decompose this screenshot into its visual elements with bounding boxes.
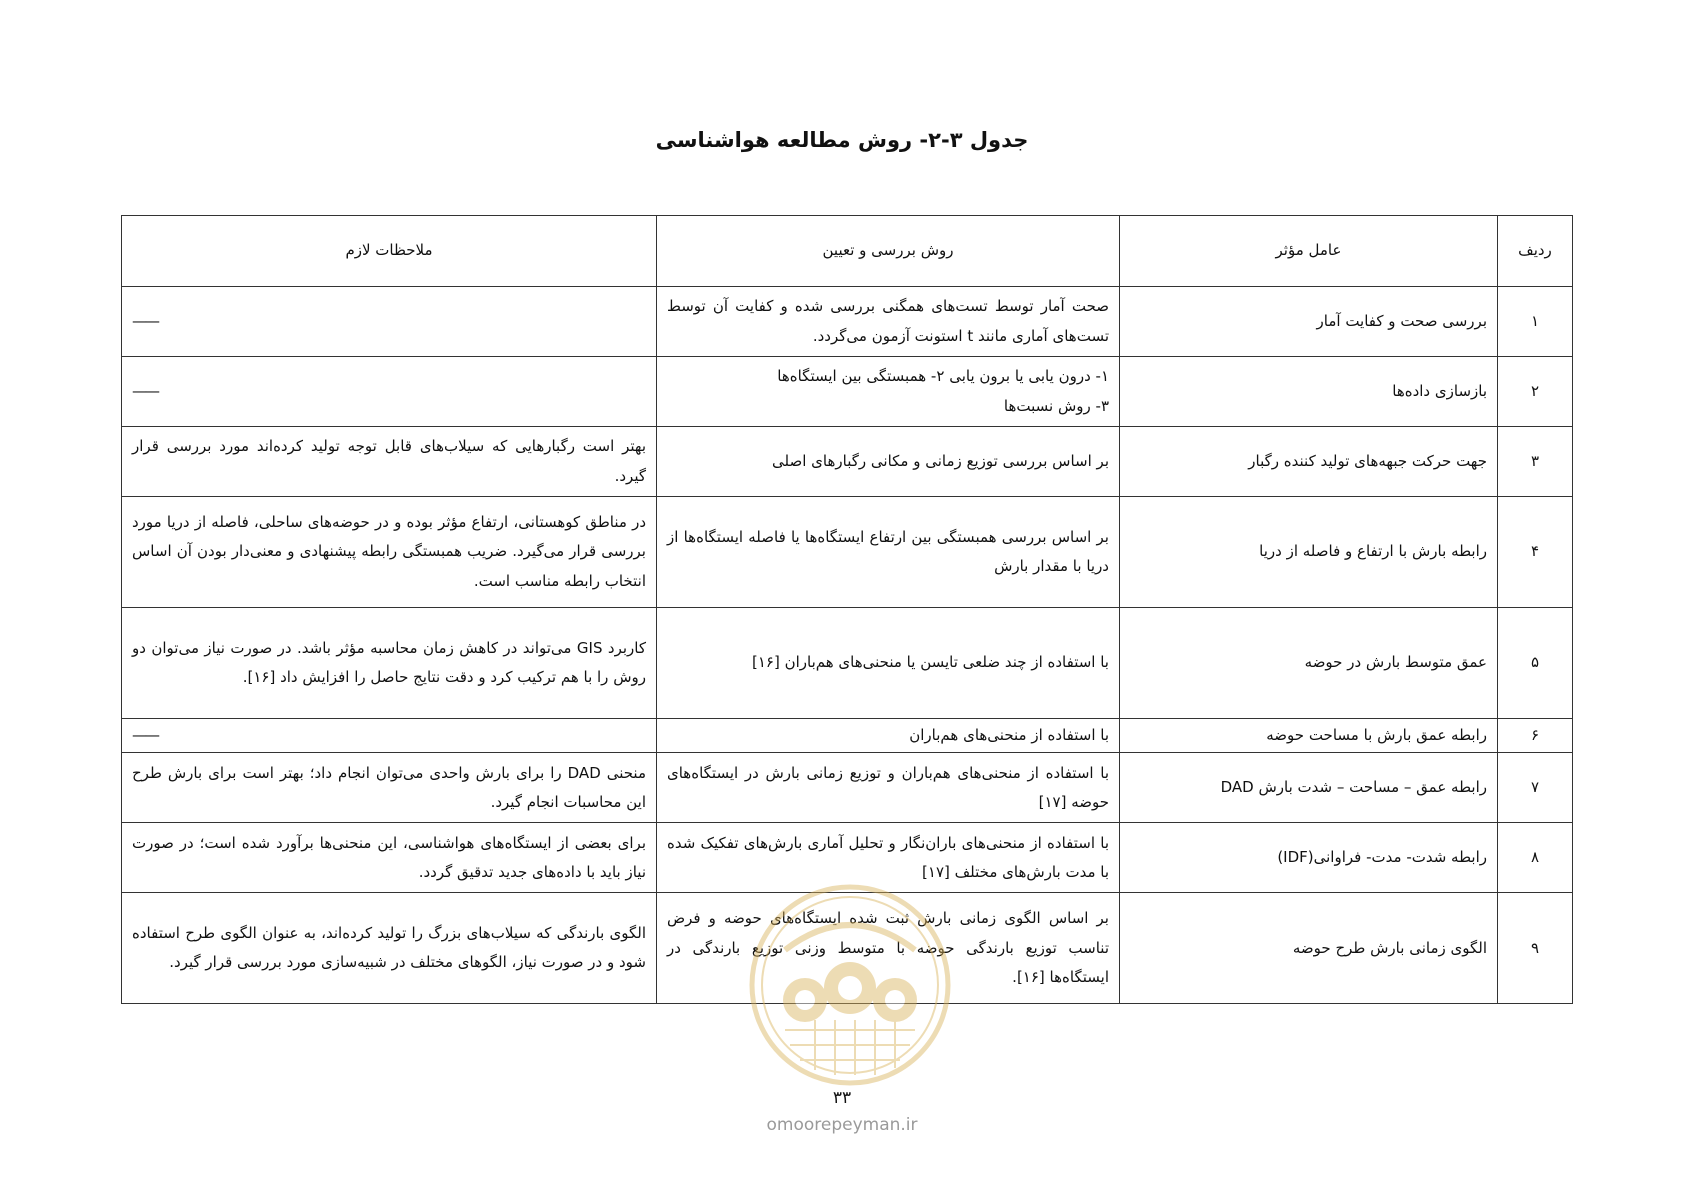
row-notes: بهتر است رگبارهایی که سیلاب‌های قابل توجه تولید کرده‌اند مورد بررسی قرار گیرد. [122,427,657,497]
row-index: ۱ [1498,287,1573,357]
row-factor: رابطه عمق بارش با مساحت حوضه [1120,719,1498,753]
row-index: ۳ [1498,427,1573,497]
table-row [122,893,1573,1004]
table-row [122,719,1573,753]
header-method: روش بررسی و تعیین [657,216,1120,287]
row-factor: رابطه عمق – مساحت – شدت بارش DAD [1120,753,1498,823]
empty-dash: —— [132,381,158,400]
row-index: ۶ [1498,719,1573,753]
row-notes: کاربرد GIS می‌تواند در کاهش زمان محاسبه مؤثر باشد. در صورت نیاز می‌توان دو روش را با هم ترکیب کرد و دقت نتایج حاصل را افزایش داد [۱۶]. [122,608,657,719]
row-notes [122,357,657,427]
row-factor: جهت حرکت جبهه‌های تولید کننده رگبار [1120,427,1498,497]
row-factor: رابطه شدت- مدت- فراوانی(IDF) [1120,823,1498,893]
row-notes: منحنی DAD را برای بارش واحدی می‌توان انجام داد؛ بهتر است برای بارش طرح این محاسبات انجام گیرد. [122,753,657,823]
row-method [657,357,1120,427]
header-index: ردیف [1498,216,1573,287]
watermark-site-text: omoorepeyman.ir [766,1115,918,1135]
empty-dash: —— [132,311,158,330]
row-method: با استفاده از منحنی‌های هم‌باران و توزیع زمانی بارش در ایستگاه‌های حوضه [۱۷] [657,753,1120,823]
row-method: بر اساس بررسی همبستگی بین ارتفاع ایستگاه‌ها یا فاصله ایستگاه‌ها از دریا با مقدار بارش [657,497,1120,608]
row-notes: الگوی بارندگی که سیلاب‌های بزرگ را تولید کرده‌اند، به عنوان الگوی طرح استفاده شود و در صورت نیاز، الگوهای مختلف در شبیه‌سازی مورد بررسی قرار گیرد. [122,893,657,1004]
table-header-row [122,216,1573,287]
row-method: با استفاده از منحنی‌های باران‌نگار و تحلیل آماری بارش‌های تفکیک شده با مدت بارش‌های مختلف [۱۷] [657,823,1120,893]
row-factor: بازسازی داده‌ها [1120,357,1498,427]
table-row [122,823,1573,893]
row-factor: عمق متوسط بارش در حوضه [1120,608,1498,719]
row-notes: در مناطق کوهستانی، ارتفاع مؤثر بوده و در حوضه‌های ساحلی، فاصله از دریا مورد بررسی قرار می‌گیرد. ضریب همبستگی رابطه پیشنهادی و معنی‌دار بودن آن اساس انتخاب رابطه مناسب است. [122,497,657,608]
row-method: با استفاده از منحنی‌های هم‌باران [657,719,1120,753]
row-factor: الگوی زمانی بارش طرح حوضه [1120,893,1498,1004]
row-method: با استفاده از چند ضلعی تایسن یا منحنی‌های هم‌باران [۱۶] [657,608,1120,719]
row-method: بر اساس بررسی توزیع زمانی و مکانی رگبارهای اصلی [657,427,1120,497]
meteorology-method-table [121,215,1573,1004]
table-row [122,753,1573,823]
row-index: ۴ [1498,497,1573,608]
row-method: صحت آمار توسط تست‌های همگنی بررسی شده و کفایت آن توسط تست‌های آماری مانند t استونت آزمون می‌گردد. [657,287,1120,357]
table-title: جدول ۳-۲- روش مطالعه هواشناسی [655,128,1029,152]
row-index: ۵ [1498,608,1573,719]
row-notes: برای بعضی از ایستگاه‌های هواشناسی، این منحنی‌ها برآورد شده است؛ در صورت نیاز باید با داده‌های جدید تدقیق گردد. [122,823,657,893]
row-factor: بررسی صحت و کفایت آمار [1120,287,1498,357]
table-row [122,427,1573,497]
table-row [122,608,1573,719]
row-index: ۸ [1498,823,1573,893]
row-index: ۲ [1498,357,1573,427]
header-factor: عامل مؤثر [1120,216,1498,287]
row-index: ۹ [1498,893,1573,1004]
table-row [122,287,1573,357]
empty-dash: —— [132,726,158,744]
method-line-1: ۱- درون یابی یا برون یابی ۲- همبستگی بین ایستگاه‌ها [777,367,1109,386]
header-notes: ملاحظات لازم [122,216,657,287]
table-row [122,357,1573,427]
row-factor: رابطه بارش با ارتفاع و فاصله از دریا [1120,497,1498,608]
table-row [122,497,1573,608]
row-notes [122,287,657,357]
row-notes [122,719,657,753]
row-method: بر اساس الگوی زمانی بارش ثبت شده ایستگاه‌های حوضه و فرض تناسب توزیع بارندگی حوضه با متوسط وزنی توزیع بارندگی در ایستگاه‌ها [۱۶]. [657,893,1120,1004]
row-index: ۷ [1498,753,1573,823]
page-number: ۳۳ [832,1088,852,1108]
method-line-2: ۳- روش نسبت‌ها [1003,396,1109,415]
